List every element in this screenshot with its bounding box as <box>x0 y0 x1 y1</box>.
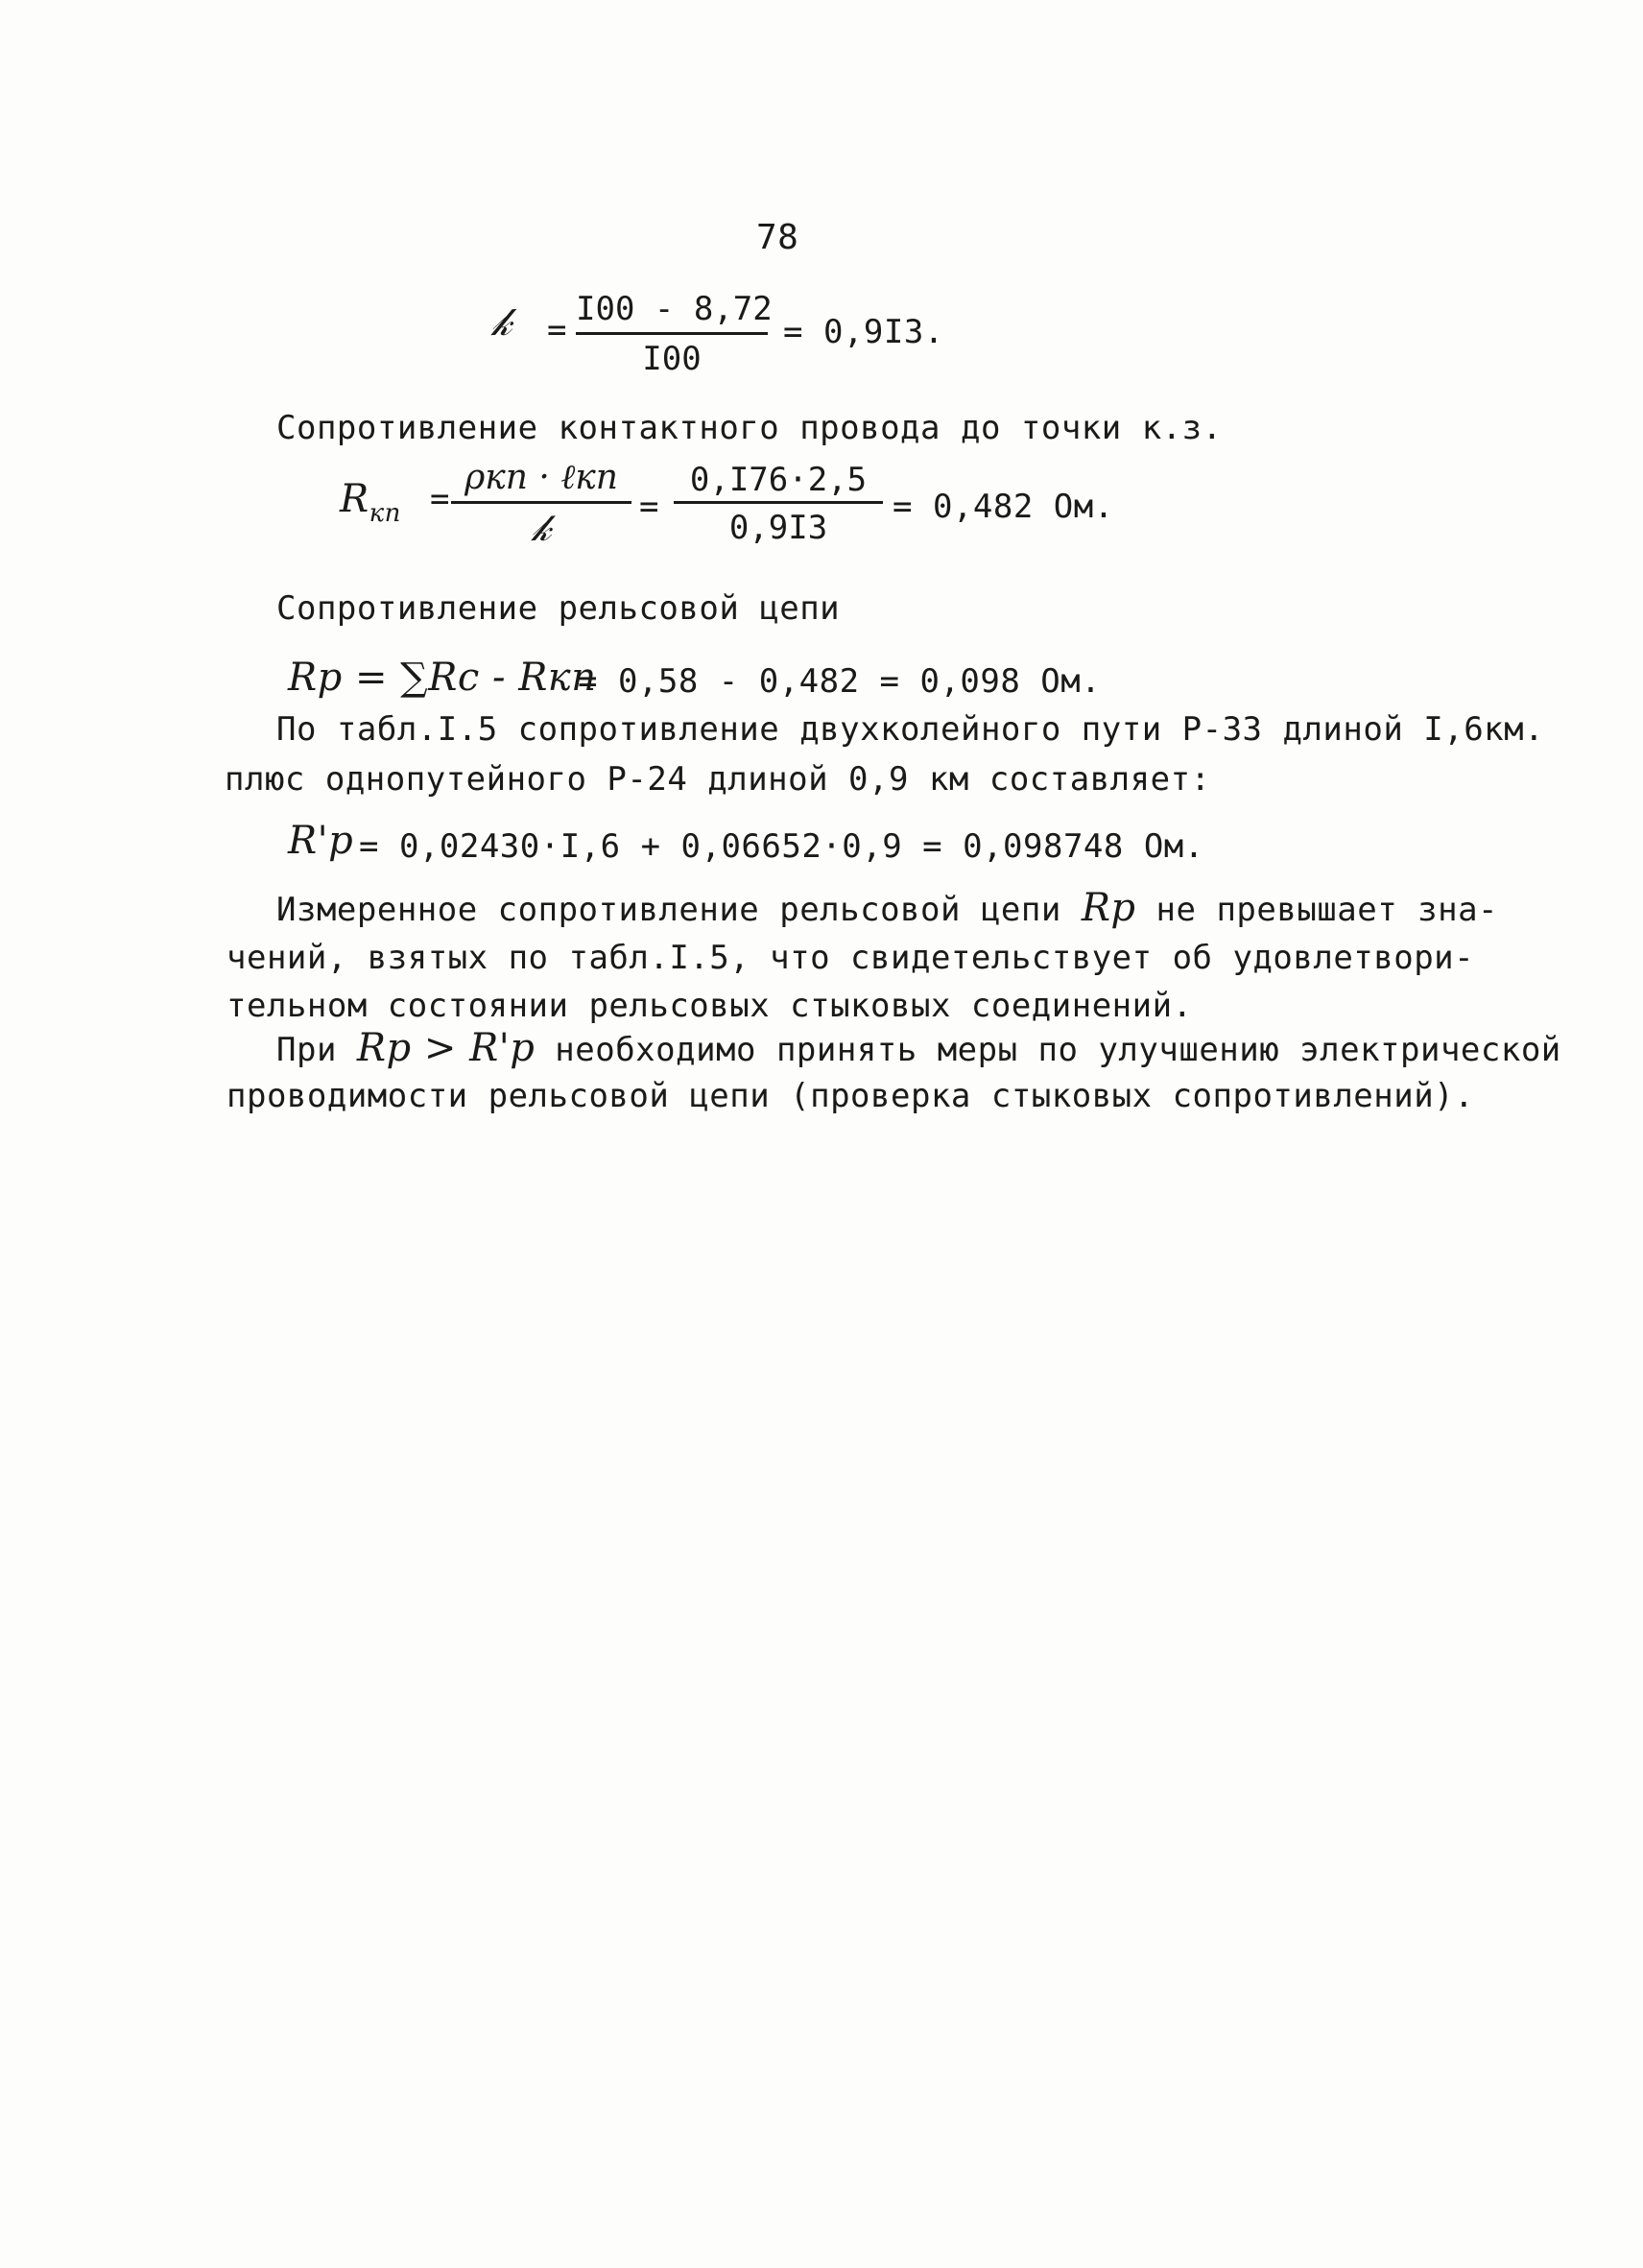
p5-text-a: При <box>276 1031 337 1069</box>
eq2-lhs-symbol: R <box>340 477 369 521</box>
paragraph-condition-line-2: проводимости рельсовой цепи (проверка стыковых сопротивлений). <box>226 1077 1475 1115</box>
eq1-rhs: = 0,9I3. <box>783 313 944 351</box>
eq2-lhs-sub: кп <box>369 499 401 528</box>
eq3-rhs: = 0,58 - 0,482 = 0,098 Ом. <box>578 662 1102 701</box>
eq2-numerator-2: 0,I76·2,5 <box>689 461 868 499</box>
paragraph-condition-line-1 <box>276 1026 1561 1070</box>
paragraph-measured-line-3: тельном состоянии рельсовых стыковых соединений. <box>226 987 1193 1025</box>
fraction-bar <box>451 501 631 504</box>
eq2-fraction-1 <box>451 459 631 559</box>
eq2-lhs-eq: = <box>430 480 450 518</box>
paragraph-contact-wire: Сопротивление контактного провода до точки к.з. <box>276 409 1223 447</box>
paragraph-measured-line-1 <box>276 886 1499 930</box>
fraction-bar <box>576 332 768 335</box>
p5-symbol: Rр > R'р <box>356 1026 536 1070</box>
p4-text-b: не превышает зна- <box>1155 891 1499 929</box>
eq1-denominator: I00 <box>642 340 702 378</box>
fraction-bar <box>674 501 883 504</box>
eq3-lhs: Rр = ∑Rс - Rкп <box>288 656 597 700</box>
eq1-fraction <box>576 288 773 384</box>
paragraph-measured-line-2: чений, взятых по табл.I.5, что свидетельствует об удовлетвори- <box>226 939 1475 977</box>
paragraph-table-line-2: плюс однопутейного Р-24 длиной 0,9 км составляет: <box>225 760 1211 799</box>
eq1-numerator: I00 - 8,72 <box>576 290 773 328</box>
p5-text-b: необходимо принять меры по улучшению электрической <box>555 1031 1561 1069</box>
paragraph-table-line-1: По табл.I.5 сопротивление двухколейного пути Р-33 длиной I,6км. <box>276 710 1545 749</box>
page-number: 78 <box>756 218 799 257</box>
eq2-fraction-2 <box>674 461 883 561</box>
paragraph-rail-circuit: Сопротивление рельсовой цепи <box>276 589 841 628</box>
eq2-denominator-1: 𝓀 <box>531 507 552 549</box>
eq1-eq: = <box>547 311 567 349</box>
p4-symbol: Rр <box>1081 886 1136 930</box>
eq2-denominator-2: 0,9I3 <box>728 509 828 547</box>
p4-text-a: Измеренное сопротивление рельсовой цепи <box>276 891 1061 929</box>
eq4-rhs: = 0,02430·I,6 + 0,06652·0,9 = 0,098748 Ом. <box>359 827 1204 866</box>
eq1-lhs: 𝓀 <box>491 300 512 345</box>
eq2-rhs: = 0,482 Ом. <box>893 488 1114 526</box>
eq2-eq: = <box>639 488 659 526</box>
eq4-lhs: R'р <box>288 819 354 863</box>
eq2-numerator-1: ρкп · ℓкп <box>464 458 618 497</box>
eq2-lhs <box>340 477 401 533</box>
